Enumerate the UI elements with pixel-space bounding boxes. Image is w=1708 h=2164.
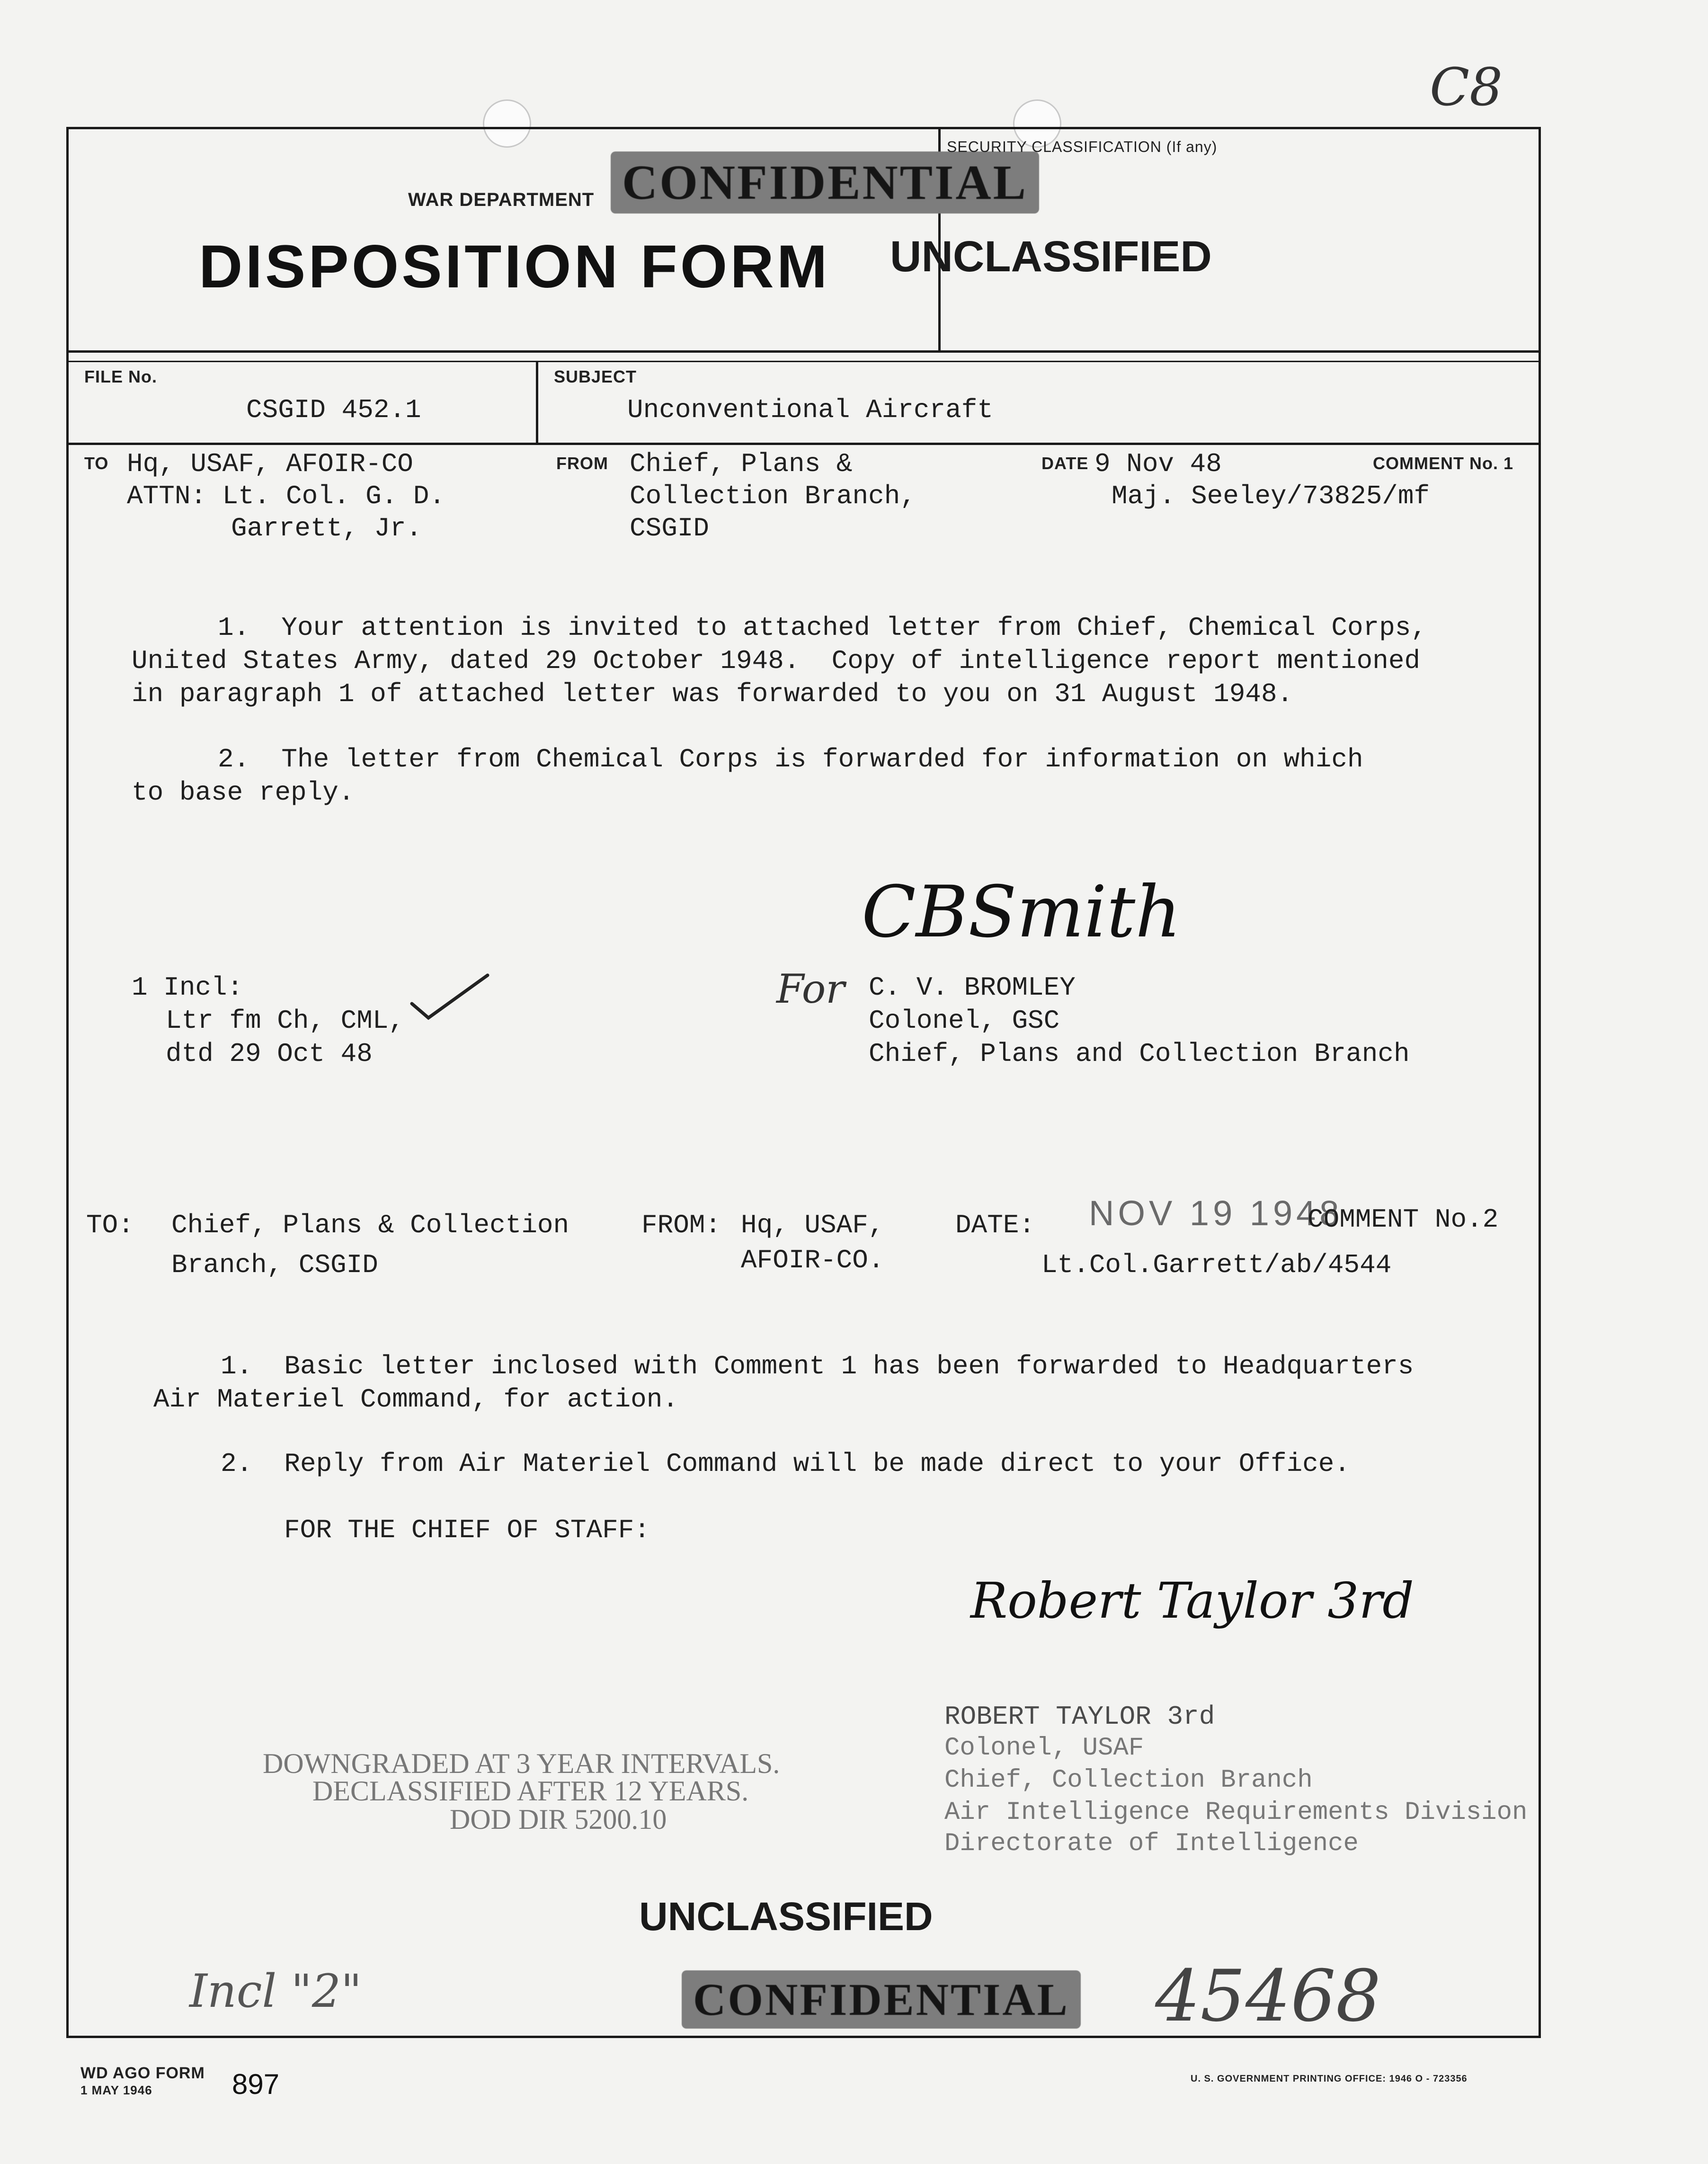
downgrade-line-3: DOD DIR 5200.10: [450, 1804, 667, 1835]
c2-signature: Robert Taylor 3rd: [970, 1572, 1414, 1630]
c1-from-line-3: CSGID: [630, 513, 710, 543]
subject-label: SUBJECT: [554, 367, 637, 386]
subject-value: Unconventional Aircraft: [627, 395, 993, 425]
c1-incl-line-2: Ltr fm Ch, CML,: [166, 1006, 405, 1036]
c2-signer-line-5: Directorate of Intelligence: [944, 1829, 1359, 1858]
c2-para2: 2. Reply from Air Materiel Command will be made direct to your Office.: [221, 1449, 1350, 1479]
c1-for-mark: For: [776, 966, 845, 1012]
c2-signer-line-4: Air Intelligence Requirements Division: [944, 1798, 1528, 1827]
department-label: WAR DEPARTMENT: [408, 189, 595, 210]
c1-para1-line-1: 1. Your attention is invited to attached letter from Chief, Chemical Corps,: [218, 613, 1427, 643]
c2-to-line-1: Chief, Plans & Collection: [171, 1210, 569, 1240]
form-id-line-1: WD AGO FORM: [80, 2064, 205, 2082]
confidential-stamp-top: CONFIDENTIAL: [611, 151, 1039, 214]
c2-from-line-2: AFOIR-CO.: [741, 1245, 884, 1275]
c1-from-line-2: Collection Branch,: [630, 481, 916, 511]
c1-signer-line-1: C. V. BROMLEY: [869, 972, 1076, 1003]
corner-mark: C8: [1430, 57, 1503, 117]
handwritten-incl: Incl "2": [189, 1965, 362, 2018]
c1-signature: CBSmith: [862, 871, 1181, 953]
c1-to-line-2: ATTN: Lt. Col. G. D.: [127, 481, 445, 511]
unclassified-stamp-bottom: UNCLASSIFIED: [639, 1894, 933, 1939]
c2-date-stamp: NOV 19 1948: [1089, 1193, 1343, 1233]
c1-date-value: 9 Nov 48: [1094, 449, 1222, 479]
form-title: DISPOSITION FORM: [199, 233, 830, 301]
c1-para1-line-3: in paragraph 1 of attached letter was forwarded to you on 31 August 1948.: [132, 679, 1293, 709]
c2-for-chief-of-staff: FOR THE CHIEF OF STAFF:: [284, 1515, 650, 1545]
punch-hole-left: [483, 99, 531, 148]
downgrade-line-2: DECLASSIFIED AFTER 12 YEARS.: [312, 1775, 749, 1807]
c1-incl-line-3: dtd 29 Oct 48: [166, 1039, 373, 1069]
unclassified-stamp-top: UNCLASSIFIED: [890, 232, 1212, 281]
form-right-border: [1539, 127, 1541, 2037]
printer-line: U. S. GOVERNMENT PRINTING OFFICE: 1946 O - 723356: [1191, 2074, 1468, 2084]
c1-to-line-1: Hq, USAF, AFOIR-CO: [127, 449, 413, 479]
c2-from-label: FROM:: [641, 1210, 721, 1240]
c1-signer-line-3: Chief, Plans and Collection Branch: [869, 1039, 1410, 1069]
c1-from-label: FROM: [556, 454, 608, 473]
c1-signer-line-2: Colonel, GSC: [869, 1006, 1060, 1036]
c2-date-label: DATE:: [955, 1210, 1035, 1240]
form-top-border: [66, 127, 1539, 129]
confidential-stamp-bottom: CONFIDENTIAL: [682, 1970, 1081, 2029]
c2-signer-line-1: ROBERT TAYLOR 3rd: [944, 1701, 1215, 1732]
c1-author: Maj. Seeley/73825/mf: [1112, 481, 1430, 511]
c1-date-label: DATE: [1041, 454, 1089, 473]
c1-para2-line-1: 2. The letter from Chemical Corps is forwarded for information on which: [218, 744, 1363, 775]
form-number: 897: [232, 2068, 280, 2100]
c2-para1-line-2: Air Materiel Command, for action.: [153, 1384, 678, 1415]
security-classification-label: SECURITY CLASSIFICATION (If any): [947, 138, 1218, 155]
subject-row-top-line: [66, 361, 1539, 362]
c1-to-label: TO: [84, 454, 109, 473]
c2-from-line-1: Hq, USAF,: [741, 1210, 884, 1240]
header-bottom-line: [66, 350, 1539, 353]
c1-incl-line-1: 1 Incl:: [132, 972, 243, 1003]
checkmark-icon: [407, 971, 492, 1023]
c2-to-label: TO:: [86, 1210, 134, 1240]
file-subject-divider: [536, 361, 538, 444]
c1-comment-number: COMMENT No. 1: [1373, 454, 1513, 473]
c2-to-line-2: Branch, CSGID: [171, 1250, 378, 1280]
subject-row-bottom-line: [66, 443, 1539, 445]
c1-from-line-1: Chief, Plans &: [630, 449, 853, 479]
c2-signer-line-3: Chief, Collection Branch: [944, 1766, 1313, 1795]
file-no-label: FILE No.: [84, 367, 157, 386]
c2-para1-line-1: 1. Basic letter inclosed with Comment 1 has been forwarded to Headquarters: [221, 1351, 1414, 1381]
c2-author: Lt.Col.Garrett/ab/4544: [1041, 1250, 1392, 1280]
file-no-value: CSGID 452.1: [246, 395, 421, 425]
form-left-border: [66, 127, 69, 2037]
handwritten-number: 45468: [1155, 1955, 1381, 2038]
c2-signer-line-2: Colonel, USAF: [944, 1734, 1144, 1763]
form-id-line-2: 1 MAY 1946: [80, 2083, 152, 2097]
downgrade-line-1: DOWNGRADED AT 3 YEAR INTERVALS.: [263, 1748, 780, 1779]
c1-para1-line-2: United States Army, dated 29 October 1948. Copy of intelligence report mentioned: [132, 646, 1421, 676]
c2-comment-number: COMMENT No.2: [1308, 1204, 1499, 1235]
c1-para2-line-2: to base reply.: [132, 777, 355, 808]
c1-to-line-3: Garrett, Jr.: [231, 513, 422, 543]
